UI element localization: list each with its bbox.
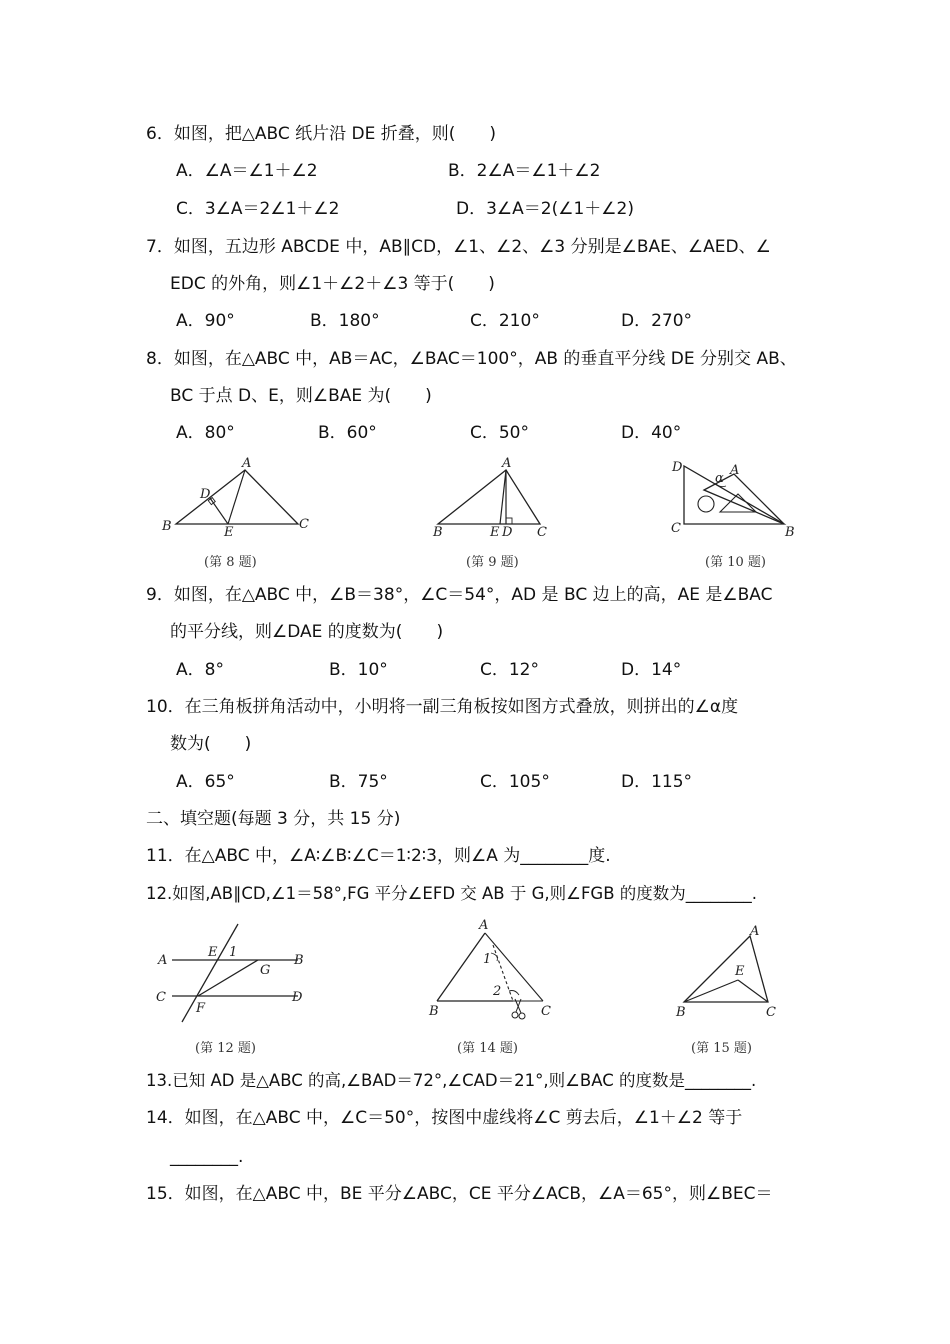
fig9-label-e: E (490, 525, 500, 540)
q6-option-d[interactable]: D．3∠A＝2(∠1＋∠2) (456, 199, 634, 219)
q9-stem-line1: 9．如图，在△ABC 中，∠B＝38°，∠C＝54°，AD 是 BC 边上的高，AE 是∠BAC (146, 585, 773, 605)
fig12-label-a: A (158, 953, 168, 968)
fig12-label-c: C (156, 990, 166, 1005)
fig8-label-a: A (242, 456, 252, 471)
fig10-label-b: B (785, 525, 795, 540)
fig9-right-angle-mark (506, 518, 512, 524)
q8-option-b[interactable]: B．60° (318, 423, 377, 443)
q7-stem-line1: 7．如图，五边形 ABCDE 中，AB∥CD，∠1、∠2、∠3 分别是∠BAE、∠AED、∠ (146, 237, 771, 257)
q8-option-d[interactable]: D．40° (621, 423, 682, 443)
q15-stem: 15．如图，在△ABC 中，BE 平分∠ABC，CE 平分∠ACB，∠A＝65°，则∠BEC＝ (146, 1184, 773, 1204)
fig14-side-ab (437, 933, 485, 1001)
q10-option-a[interactable]: A．65° (176, 772, 235, 792)
fig9-label-a: A (502, 456, 512, 471)
q6-stem: 6．如图，把△ABC 纸片沿 DE 折叠，则( ) (146, 124, 497, 144)
q13-stem: 13.已知 AD 是△ABC 的高,∠BAD＝72°,∠CAD＝21°,则∠BAC 的度数是________. (146, 1071, 757, 1090)
fig9-label-c: C (537, 525, 547, 540)
fig15-caption: (第 15 题) (691, 1041, 752, 1056)
fig12-label-1: 1 (229, 945, 238, 960)
fig15-label-b: B (676, 1005, 686, 1020)
figure-12 (152, 918, 312, 1028)
fig12-label-b: B (294, 953, 304, 968)
fig10-circle-hole (698, 496, 714, 512)
fig9-triangle (438, 470, 540, 524)
fig8-label-e: E (224, 525, 234, 540)
fig12-transversal-ef (182, 924, 238, 1022)
fig8-perp-bisector (210, 498, 228, 524)
fig10-label-alpha: α (715, 471, 724, 486)
figure-8 (160, 458, 320, 538)
figure-14 (425, 915, 560, 1027)
fig12-caption: (第 12 题) (195, 1041, 256, 1056)
q8-stem-line2: BC 于点 D、E，则∠BAE 为( ) (170, 386, 432, 406)
fig9-label-d: D (502, 525, 513, 540)
fig14-caption: (第 14 题) (457, 1041, 518, 1056)
q10-stem-line2: 数为( ) (170, 734, 252, 754)
fig15-label-c: C (766, 1005, 776, 1020)
q7-option-b[interactable]: B．180° (310, 311, 380, 331)
q8-option-c[interactable]: C．50° (470, 423, 530, 443)
q6-option-b[interactable]: B．2∠A＝∠1＋∠2 (448, 161, 601, 181)
q10-option-c[interactable]: C．105° (480, 772, 550, 792)
fig12-label-f: F (196, 1001, 206, 1016)
fig8-caption: (第 8 题) (204, 555, 257, 570)
q10-option-b[interactable]: B．75° (329, 772, 388, 792)
fig10-caption: (第 10 题) (705, 555, 766, 570)
q10-stem-line1: 10．在三角板拼角活动中，小明将一副三角板按如图方式叠放，则拼出的∠α度 (146, 697, 739, 717)
q9-option-c[interactable]: C．12° (480, 660, 540, 680)
fig14-label-a: A (479, 918, 489, 933)
fig15-bisector-be (684, 980, 738, 1002)
q14-stem-line1: 14．如图，在△ABC 中，∠C＝50°，按图中虚线将∠C 剪去后，∠1＋∠2 等于 (146, 1108, 743, 1128)
fig9-caption: (第 9 题) (466, 555, 519, 570)
fig14-label-c: C (541, 1004, 551, 1019)
fig14-label-1: 1 (483, 952, 492, 967)
fig10-label-c: C (671, 521, 681, 536)
q6-option-c[interactable]: C．3∠A＝2∠1＋∠2 (176, 199, 340, 219)
q7-stem-line2: EDC 的外角，则∠1＋∠2＋∠3 等于( ) (170, 274, 495, 294)
fig14-label-b: B (429, 1004, 439, 1019)
q9-option-b[interactable]: B．10° (329, 660, 388, 680)
q6-option-a[interactable]: A．∠A＝∠1＋∠2 (176, 161, 318, 181)
fig12-label-d: D (292, 990, 303, 1005)
fig12-label-e: E (208, 945, 218, 960)
q7-option-a[interactable]: A．90° (176, 311, 235, 331)
q11-stem: 11．在△ABC 中，∠A∶∠B∶∠C＝1∶2∶3，则∠A 为________度. (146, 846, 611, 866)
q9-option-d[interactable]: D．14° (621, 660, 682, 680)
fig9-label-b: B (433, 525, 443, 540)
q9-option-a[interactable]: A．8° (176, 660, 224, 680)
fig10-label-d: D (672, 460, 683, 475)
fig8-segment-ae (228, 470, 245, 524)
fig9-bisector-ae (500, 470, 506, 524)
scissors-icon (512, 999, 525, 1019)
figure-10 (668, 458, 798, 538)
figure-15 (672, 918, 797, 1028)
q10-option-d[interactable]: D．115° (621, 772, 693, 792)
fig8-label-b: B (162, 519, 172, 534)
fig12-label-g: G (260, 963, 271, 978)
fig8-label-c: C (299, 517, 309, 532)
figure-9 (430, 458, 555, 538)
section-2-heading: 二、填空题(每题 3 分，共 15 分) (146, 809, 401, 829)
q14-stem-line2: ________. (170, 1147, 244, 1167)
q8-stem-line1: 8．如图，在△ABC 中，AB＝AC，∠BAC＝100°，AB 的垂直平分线 DE 分别交 AB、 (146, 349, 797, 369)
q9-stem-line2: 的平分线，则∠DAE 的度数为( ) (170, 622, 444, 642)
fig14-angle-1-arc (491, 953, 497, 961)
fig15-label-e: E (735, 964, 745, 979)
fig14-label-2: 2 (493, 984, 502, 999)
q7-option-d[interactable]: D．270° (621, 311, 693, 331)
q12-stem: 12.如图,AB∥CD,∠1＝58°,FG 平分∠EFD 交 AB 于 G,则∠FGB 的度数为________. (146, 884, 758, 903)
fig10-label-a: A (730, 463, 740, 478)
q7-option-c[interactable]: C．210° (470, 311, 540, 331)
fig8-label-d: D (200, 487, 211, 502)
q8-option-a[interactable]: A．80° (176, 423, 235, 443)
fig15-label-a: A (750, 924, 760, 939)
